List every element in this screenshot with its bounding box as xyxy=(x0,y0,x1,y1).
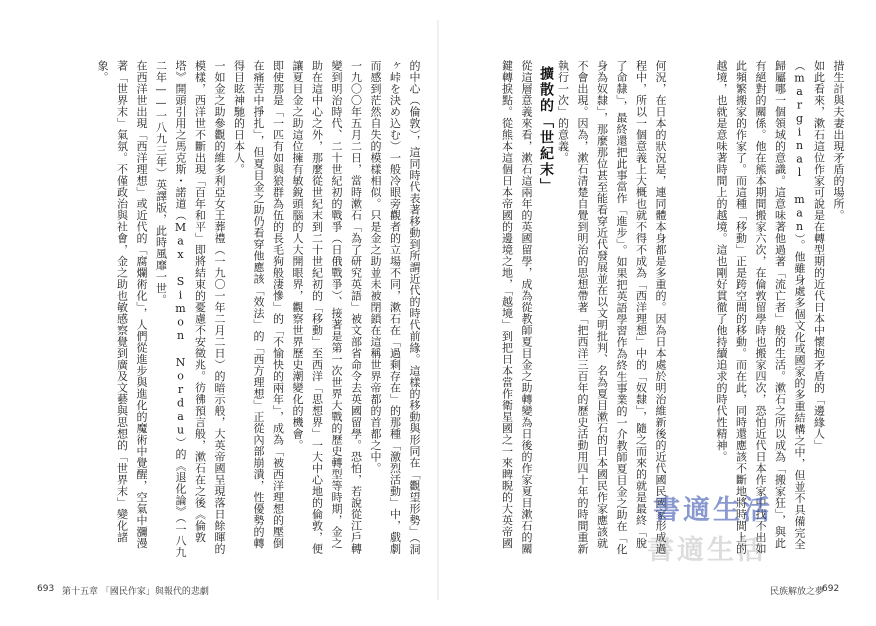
right-running-head: 民族解放之夢 xyxy=(770,587,825,597)
left-page xyxy=(34,60,424,560)
section-heading: 擴散的「世紀末」 xyxy=(538,66,554,194)
right-page xyxy=(458,60,848,560)
paragraph: 在西洋世出現「西洋理想」或近代的「腐爛術化」，人們從進步與進化的魔術中覺醒，空氣中瀰漫著「世界末」氣氛。不僅政治與社會，金之助也敏感察覺到廣及文藝與思想的「世界末」變化諸象。 xyxy=(96,60,148,549)
paragraph: 從這層意義來看，漱石這兩年的英國留學，成為從教師夏目金之助轉變為日後的作家夏目漱石的關鍵轉捩點。從熊本這個日本帝國的邊境之地，「越境」到把日本當作衛星國之一來睥睨的大英帝國 xyxy=(500,60,533,555)
left-page-number: 693 xyxy=(37,584,55,594)
paragraph: 措生計與夫妻出現矛盾的場所。 xyxy=(832,60,845,221)
right-page-number: 692 xyxy=(822,584,840,594)
paragraph: 何況，在日本的狀況是，連同體本身都是多重的。因為日本處於明治維新後的近代國民國家形成過程中，所以一個意義上大概也就不得不成為「西洋理想」中的「奴隸」，隨之而來的就是最終「脫了命隸」，最終還把此事當作「進步」。如果把英語學習作為終生事業的一介教師夏目金之助在「化身為奴隸」，那麼那位甚至能看穿近代發展並在以文明批判、名為夏目漱石的日本國民作家應該就不會出現。因為，漱石清楚自覺到明治的思想帶著「把西洋三百年的歷史活動用四十年的時間重新執行一次」的意義。 xyxy=(556,60,667,555)
watermark-ghost-text: 書適生活 xyxy=(647,535,767,566)
right-page-body-mid xyxy=(556,60,670,560)
right-page-section-body xyxy=(458,60,536,560)
book-gutter xyxy=(437,20,439,600)
paragraph: 一如金之助參觀的維多利亞女王葬禮（一九〇一年二月二日）的暗示般，大英帝國呈現落日餘暉的模樣，西洋世不斷出現「百年和平」即將結束的憂慮不安徵兆。彷彿預言般，漱石在之後《倫敦塔》開頭引用之馬克斯・諾道（Max Simon Nordau）的《退化論》（一八九二年——一八九三年）英譯版，此時風靡一世。 xyxy=(154,60,226,558)
left-running-head: 第十五章 「國民作家」與報代的悲劇 xyxy=(62,587,209,597)
right-page-body-top xyxy=(670,60,848,560)
paragraph: 如此看來，漱石這位作家可說是在轉型期的近代日本中懷抱矛盾的「邊緣人」（marginal man）。他雖身處多個文化或國家的多重結構之中，但並不具備完全歸屬哪一個領域的意識。這意味著他過著「流亡者」般的生活。漱石之所以成為「搬家狂」，與此有絕對的關係。他在熊本期間搬家六次，在倫敦留學時也搬家四次，恐怕近代日本作家中找不出如此頻繁搬家的作家了。而這種「移動」正是跨空間的移動。而在此，同時還應該不斷地將時間上的越境，也就是意味著時間上的越境。這也剛好貫徹了他持續追求的時代性精神。 xyxy=(715,60,826,555)
paragraph: 的中心（倫敦），這同時代表著移動到所謂近代的時代前緣。這樣的移動與形同在「觀望形勢」（洞ヶ峠を決め込む）一般冷眼旁觀者的立場不同，漱石在「過剩存在」的那種「激烈活動」中，戲劇而感到茫然自失的模樣相似。只是金之助並未被閉鎖在這稱世界帝都的首都之中。 xyxy=(369,60,421,555)
paragraph: 一九〇〇年五月二日，當時漱石「為了研究英語」被文部省命令去英國留學。恐怕，若說從江戶轉變到明治時代、二十世紀初的戰爭（日俄戰爭）、接著是第一次世界大戰的歷史轉型等時期，金之助在這中心之外，那麼從世紀末到二十世紀初的「移動」至西洋「思想界」一大中心地的倫敦，便讓夏目金之助這位擁有敏銳頭腦的人大開眼界，觀察世界歷史潮變化的機會。 xyxy=(291,60,363,555)
watermark-logo: 書適生活 xyxy=(653,495,773,526)
paragraph: 即使那是「一匹有如與狼群為伍的長毛狗般淒慘」的「不愉快的兩年」，成為「被西洋理想的壓倒在痛苦中掙扎」，但夏目金之助仍看穿他應該「效法」的「西方理想」正從內部崩潰，性優勢的轉得目眩神馳的日本人。 xyxy=(232,60,285,549)
left-page-body xyxy=(34,60,424,560)
